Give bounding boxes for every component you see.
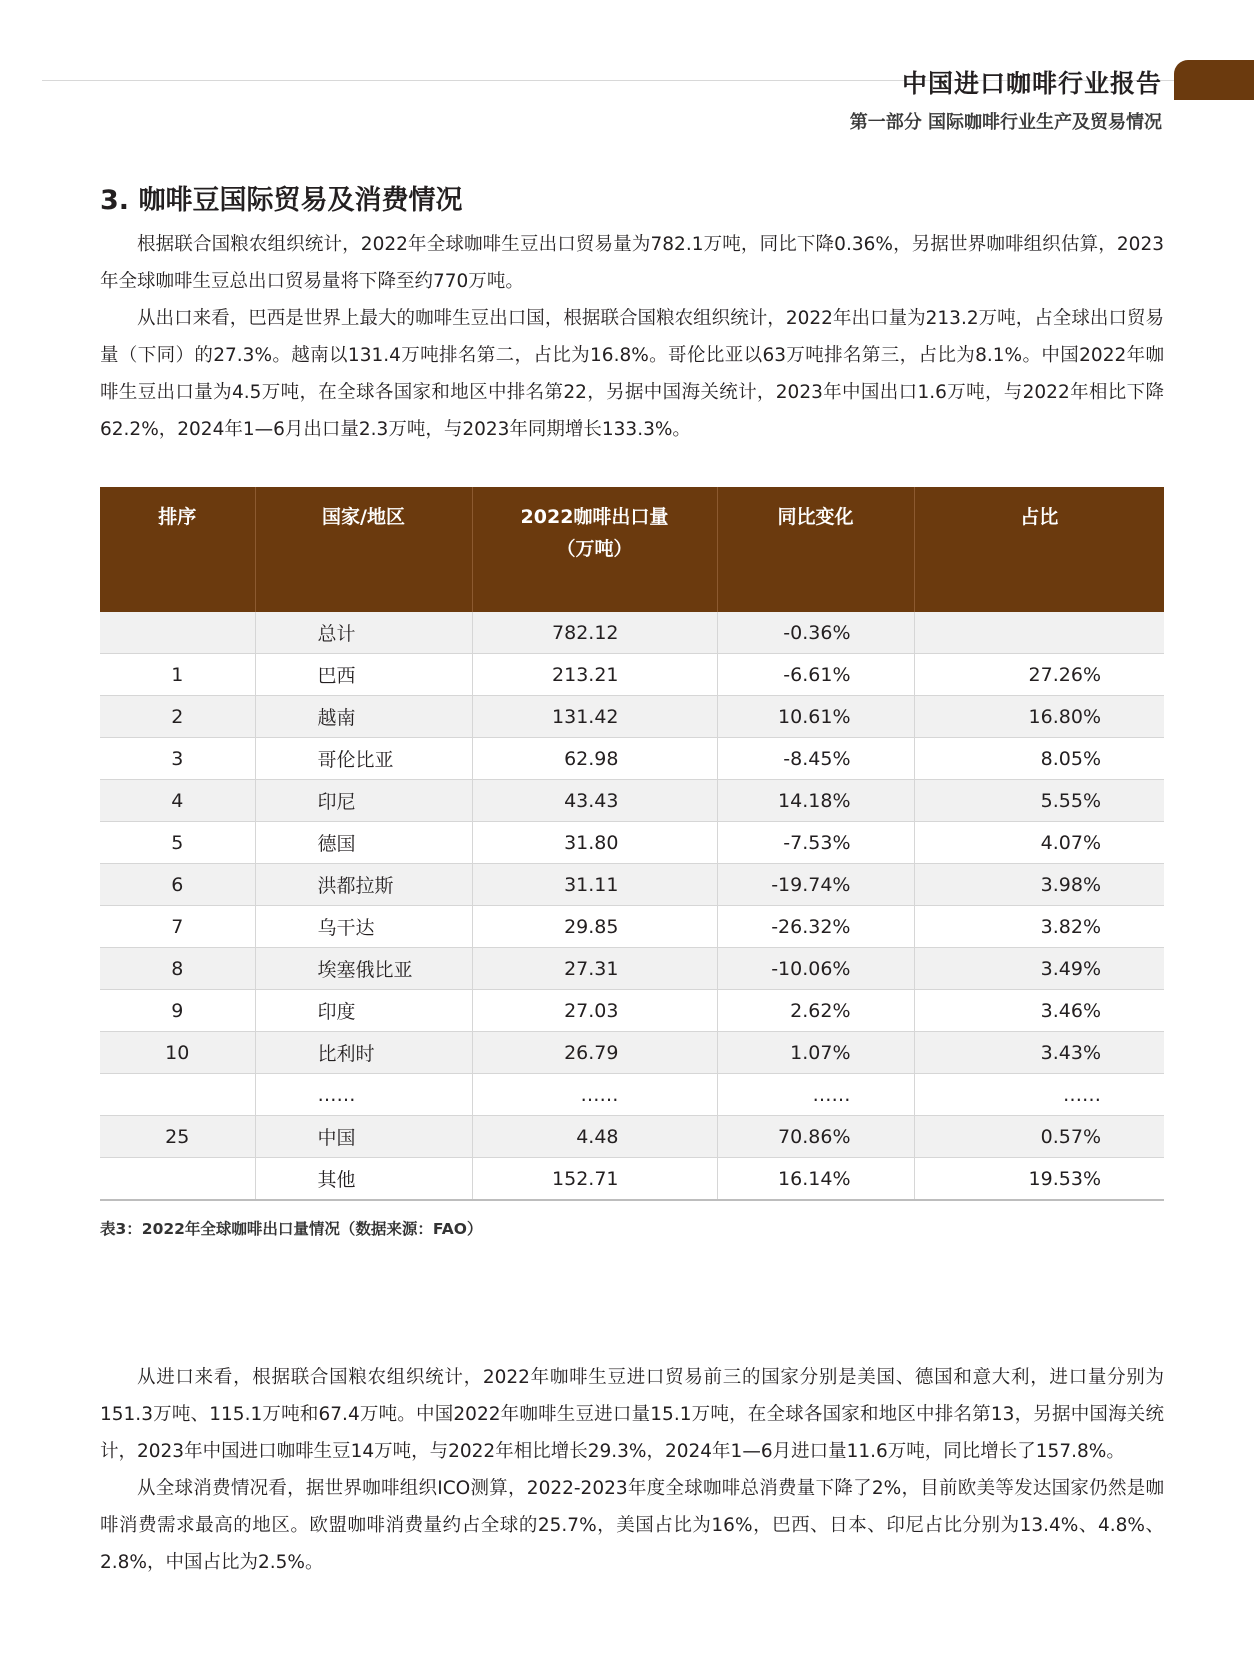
cell-country: …… bbox=[255, 1074, 472, 1116]
table-row bbox=[100, 1158, 1164, 1201]
cell-share: 3.49% bbox=[914, 948, 1164, 990]
cell-rank bbox=[100, 1158, 255, 1201]
header-accent-tab bbox=[1174, 60, 1254, 100]
table-row bbox=[100, 1032, 1164, 1074]
cell-rank: 3 bbox=[100, 738, 255, 780]
report-title: 中国进口咖啡行业报告 bbox=[901, 69, 1162, 98]
table-row bbox=[100, 612, 1164, 654]
cell-country: 印度 bbox=[255, 990, 472, 1032]
table-header-row bbox=[100, 487, 1164, 612]
table-row bbox=[100, 822, 1164, 864]
table-row bbox=[100, 990, 1164, 1032]
cell-yoy: …… bbox=[717, 1074, 914, 1116]
cell-rank: 5 bbox=[100, 822, 255, 864]
cell-volume: 43.43 bbox=[472, 780, 717, 822]
cell-volume: …… bbox=[472, 1074, 717, 1116]
cell-country: 比利时 bbox=[255, 1032, 472, 1074]
intro-text bbox=[100, 226, 1164, 448]
cell-yoy: -0.36% bbox=[717, 612, 914, 654]
cell-rank: 7 bbox=[100, 906, 255, 948]
table-row bbox=[100, 738, 1164, 780]
cell-rank: 4 bbox=[100, 780, 255, 822]
cell-yoy: 14.18% bbox=[717, 780, 914, 822]
table-row bbox=[100, 780, 1164, 822]
cell-rank bbox=[100, 612, 255, 654]
header-volume bbox=[472, 487, 717, 612]
cell-yoy: -19.74% bbox=[717, 864, 914, 906]
cell-yoy: -26.32% bbox=[717, 906, 914, 948]
cell-share: 3.98% bbox=[914, 864, 1164, 906]
cell-country: 印尼 bbox=[255, 780, 472, 822]
cell-country: 越南 bbox=[255, 696, 472, 738]
cell-rank: 1 bbox=[100, 654, 255, 696]
paragraph: 从进口来看，根据联合国粮农组织统计，2022年咖啡生豆进口贸易前三的国家分别是美国、德国和意大利，进口量分别为151.3万吨、115.1万吨和67.4万吨。中国2022年咖啡生豆进口量15.1万吨，在全球各国家和地区中排名第13，另据中国海关统计，2023年中国进口咖啡生豆14万吨，与2022年相比增长29.3%，2024年1—6月进口量11.6万吨，同比增长了157.8%。 bbox=[100, 1367, 1164, 1462]
cell-volume: 26.79 bbox=[472, 1032, 717, 1074]
cell-yoy: -8.45% bbox=[717, 738, 914, 780]
cell-yoy: -6.61% bbox=[717, 654, 914, 696]
cell-rank: 6 bbox=[100, 864, 255, 906]
cell-rank: 2 bbox=[100, 696, 255, 738]
paragraph: 从出口来看，巴西是世界上最大的咖啡生豆出口国，根据联合国粮农组织统计，2022年出口量为213.2万吨，占全球出口贸易量（下同）的27.3%。越南以131.4万吨排名第二，占比为16.8%。哥伦比亚以63万吨排名第三，占比为8.1%。中国2022年咖啡生豆出口量为4.5万吨，在全球各国家和地区中排名第22，另据中国海关统计，2023年中国出口1.6万吨，与2022年相比下降62.2%，2024年1—6月出口量2.3万吨，与2023年同期增长133.3%。 bbox=[100, 308, 1164, 440]
paragraph: 从全球消费情况看，据世界咖啡组织ICO测算，2022-2023年度全球咖啡总消费量下降了2%，目前欧美等发达国家仍然是咖啡消费需求最高的地区。欧盟咖啡消费量约占全球的25.7%，美国占比为16%，巴西、日本、印尼占比分别为13.4%、4.8%、2.8%，中国占比为2.5%。 bbox=[100, 1478, 1164, 1573]
cell-country: 埃塞俄比亚 bbox=[255, 948, 472, 990]
cell-volume: 29.85 bbox=[472, 906, 717, 948]
table-row bbox=[100, 654, 1164, 696]
table-row bbox=[100, 1074, 1164, 1116]
cell-volume: 213.21 bbox=[472, 654, 717, 696]
table-row bbox=[100, 906, 1164, 948]
table-row bbox=[100, 948, 1164, 990]
table-body bbox=[100, 612, 1164, 1200]
cell-yoy: 70.86% bbox=[717, 1116, 914, 1158]
header-share: 占比 bbox=[914, 487, 1164, 612]
cell-country: 哥伦比亚 bbox=[255, 738, 472, 780]
cell-country: 其他 bbox=[255, 1158, 472, 1201]
cell-share: 3.43% bbox=[914, 1032, 1164, 1074]
cell-share: 4.07% bbox=[914, 822, 1164, 864]
table-caption: 表3：2022年全球咖啡出口量情况（数据来源：FAO） bbox=[100, 1220, 483, 1238]
cell-share: 27.26% bbox=[914, 654, 1164, 696]
cell-yoy: 10.61% bbox=[717, 696, 914, 738]
cell-share: 16.80% bbox=[914, 696, 1164, 738]
cell-volume: 31.80 bbox=[472, 822, 717, 864]
cell-country: 洪都拉斯 bbox=[255, 864, 472, 906]
cell-volume: 31.11 bbox=[472, 864, 717, 906]
cell-yoy: 2.62% bbox=[717, 990, 914, 1032]
cell-share: 3.82% bbox=[914, 906, 1164, 948]
cell-country: 乌干达 bbox=[255, 906, 472, 948]
cell-country: 总计 bbox=[255, 612, 472, 654]
cell-rank: 10 bbox=[100, 1032, 255, 1074]
header-country: 国家/地区 bbox=[255, 487, 472, 612]
cell-share: 3.46% bbox=[914, 990, 1164, 1032]
header-volume-unit: （万吨） bbox=[556, 538, 633, 560]
header-rank: 排序 bbox=[100, 487, 255, 612]
cell-share: 8.05% bbox=[914, 738, 1164, 780]
cell-rank: 8 bbox=[100, 948, 255, 990]
cell-yoy: 1.07% bbox=[717, 1032, 914, 1074]
cell-volume: 152.71 bbox=[472, 1158, 717, 1201]
cell-share bbox=[914, 612, 1164, 654]
outro-text bbox=[100, 1359, 1164, 1581]
cell-share: …… bbox=[914, 1074, 1164, 1116]
cell-share: 5.55% bbox=[914, 780, 1164, 822]
report-subtitle: 第一部分 国际咖啡行业生产及贸易情况 bbox=[849, 112, 1162, 133]
cell-share: 0.57% bbox=[914, 1116, 1164, 1158]
export-table bbox=[100, 487, 1164, 1201]
cell-yoy: -10.06% bbox=[717, 948, 914, 990]
cell-share: 19.53% bbox=[914, 1158, 1164, 1201]
cell-volume: 782.12 bbox=[472, 612, 717, 654]
paragraph: 根据联合国粮农组织统计，2022年全球咖啡生豆出口贸易量为782.1万吨，同比下降0.36%，另据世界咖啡组织估算，2023年全球咖啡生豆总出口贸易量将下降至约770万吨。 bbox=[100, 234, 1164, 292]
cell-country: 德国 bbox=[255, 822, 472, 864]
cell-rank bbox=[100, 1074, 255, 1116]
cell-volume: 131.42 bbox=[472, 696, 717, 738]
table-row bbox=[100, 864, 1164, 906]
cell-volume: 62.98 bbox=[472, 738, 717, 780]
cell-volume: 4.48 bbox=[472, 1116, 717, 1158]
cell-country: 巴西 bbox=[255, 654, 472, 696]
cell-volume: 27.31 bbox=[472, 948, 717, 990]
table-row bbox=[100, 696, 1164, 738]
cell-volume: 27.03 bbox=[472, 990, 717, 1032]
cell-country: 中国 bbox=[255, 1116, 472, 1158]
header-yoy: 同比变化 bbox=[717, 487, 914, 612]
table-row bbox=[100, 1116, 1164, 1158]
cell-rank: 9 bbox=[100, 990, 255, 1032]
cell-yoy: -7.53% bbox=[717, 822, 914, 864]
section-heading: 3. 咖啡豆国际贸易及消费情况 bbox=[100, 185, 463, 216]
cell-yoy: 16.14% bbox=[717, 1158, 914, 1201]
header-volume-line1: 2022咖啡出口量 bbox=[520, 506, 669, 528]
cell-rank: 25 bbox=[100, 1116, 255, 1158]
